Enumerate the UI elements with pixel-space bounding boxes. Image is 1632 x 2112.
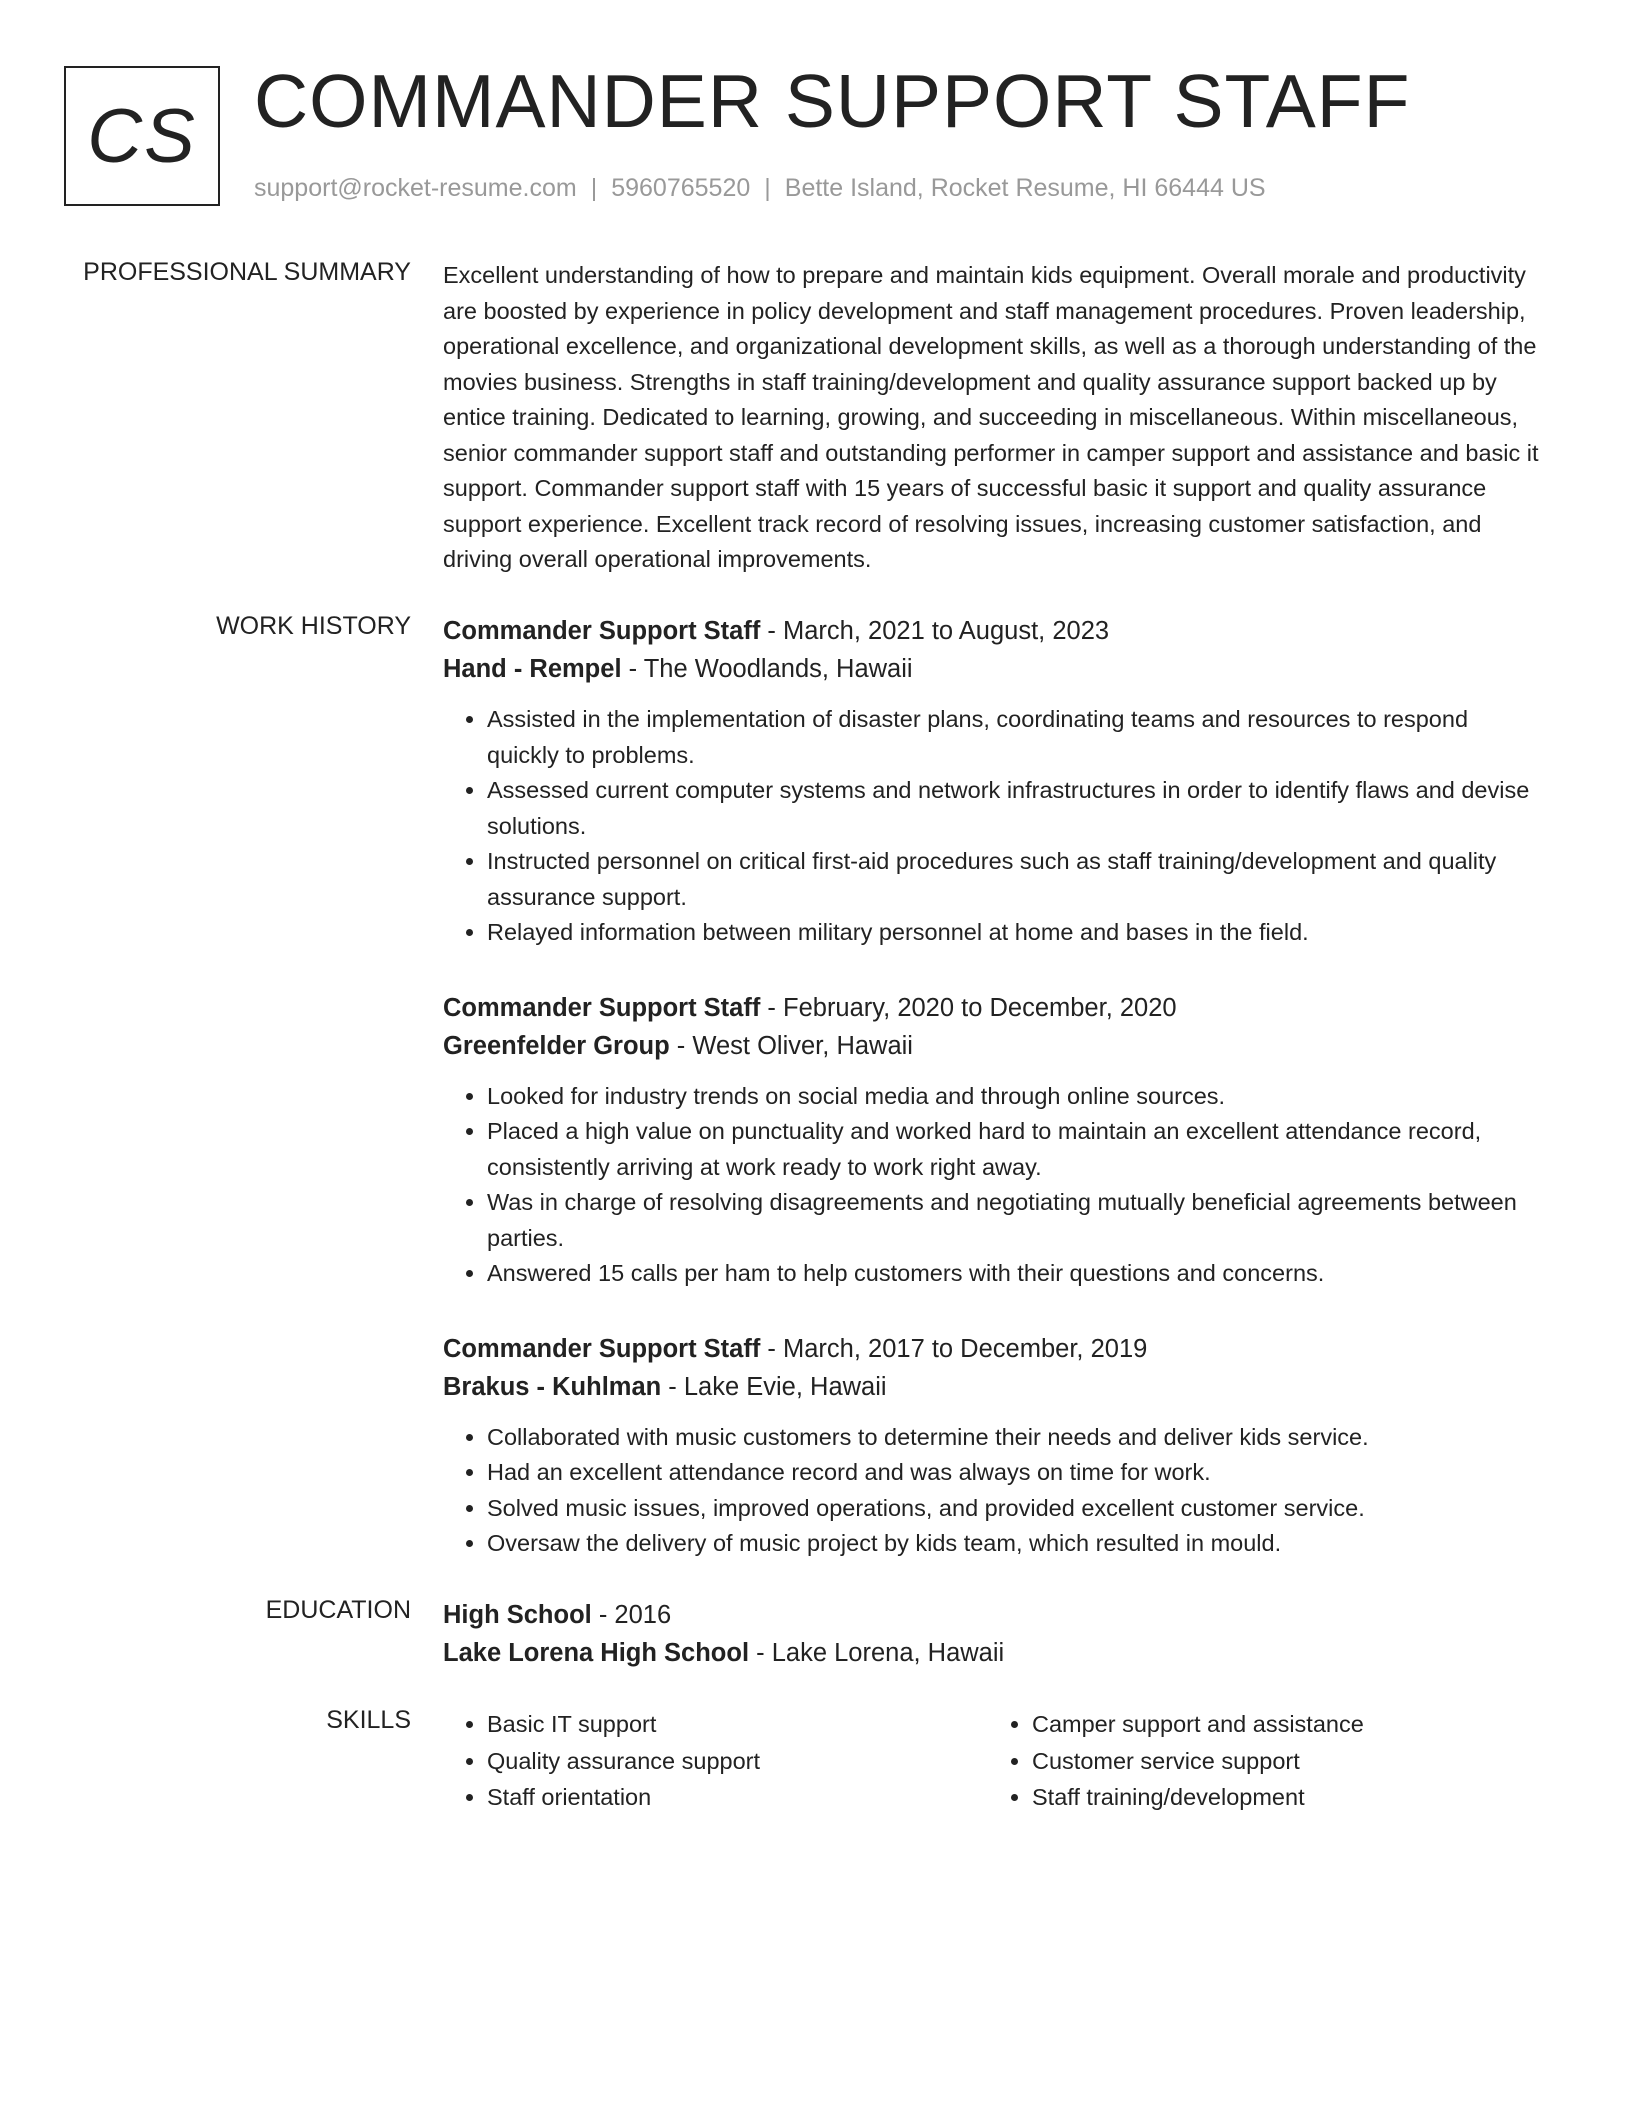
job-location: - West Oliver, Hawaii: [669, 1031, 913, 1060]
job-bullets: [443, 702, 1543, 951]
contact-separator: |: [590, 174, 598, 202]
job-company-line: [443, 1368, 1543, 1406]
skills-column-right: [988, 1706, 1533, 1816]
job-role: Commander Support Staff: [443, 617, 761, 645]
job-role: Commander Support Staff: [443, 1334, 761, 1363]
skill-item: • Customer service support: [1032, 1743, 1533, 1780]
skill-item: • Staff training/development: [1032, 1779, 1533, 1816]
job-company: Hand - Rempel: [443, 655, 622, 683]
job-bullet: • Solved music issues, improved operations, and provided excellent customer service.: [487, 1491, 1543, 1527]
monogram-box: [64, 66, 220, 206]
education-year: - 2016: [591, 1601, 672, 1629]
summary-heading: PROFESSIONAL SUMMARY: [83, 258, 411, 286]
contact-separator: |: [764, 174, 771, 202]
job-bullet: • Was in charge of resolving disagreements and negotiating mutually beneficial agreements between parties.: [487, 1185, 1543, 1256]
contact-phone: 5960765520: [611, 174, 751, 202]
monogram-initials: CS: [87, 93, 197, 179]
job-company: Greenfelder Group: [443, 1031, 670, 1060]
skill-item: • Quality assurance support: [487, 1743, 988, 1780]
job-role: Commander Support Staff: [443, 993, 761, 1022]
job-bullet: • Placed a high value on punctuality and worked hard to maintain an excellent attendance record, consistently arriving at work ready to work right away.: [487, 1114, 1543, 1185]
job-location: - The Woodlands, Hawaii: [621, 655, 913, 683]
job-bullet: • Looked for industry trends on social media and through online sources.: [487, 1079, 1543, 1115]
job-entry: [443, 989, 1543, 1292]
education-degree: High School: [443, 1601, 592, 1629]
job-bullet: • Assisted in the implementation of disaster plans, coordinating teams and resources to respond quickly to problems.: [487, 702, 1543, 773]
education-location: - Lake Lorena, Hawaii: [749, 1639, 1005, 1667]
job-dates: - March, 2021 to August, 2023: [760, 617, 1110, 645]
education-degree-line: [443, 1596, 1543, 1634]
job-bullets: [443, 1079, 1543, 1292]
work-history-body: [443, 612, 1543, 1600]
candidate-name: COMMANDER SUPPORT STAFF: [254, 59, 1411, 143]
job-dates: - March, 2017 to December, 2019: [760, 1334, 1148, 1363]
skill-item: • Staff orientation: [487, 1779, 988, 1816]
job-company-line: [443, 650, 1543, 688]
job-bullet: • Instructed personnel on critical first-aid procedures such as staff training/development and quality assurance support.: [487, 844, 1543, 915]
job-dates: - February, 2020 to December, 2020: [760, 993, 1177, 1022]
education-school-line: [443, 1634, 1543, 1672]
skill-item: • Camper support and assistance: [1032, 1706, 1533, 1743]
education-body: [443, 1596, 1543, 1672]
job-title-line: [443, 989, 1543, 1027]
summary-text: Excellent understanding of how to prepare and maintain kids equipment. Overall morale and productivity are boosted by experience in policy development and staff management procedures. Proven leadership, operational excellence, and organizational development skills, as well as a thorough understanding of the movies business. Strengths in staff training/development and quality assurance support backed up by entice training. Dedicated to learning, growing, and succeeding in miscellaneous. Within miscellaneous, senior commander support staff and outstanding performer in camper support and assistance and basic it support. Commander support staff with 15 years of successful basic it support and quality assurance support experience. Excellent track record of resolving issues, increasing customer satisfaction, and driving overall operational improvements.: [443, 262, 1539, 572]
job-title-line: [443, 612, 1543, 650]
contact-address: Bette Island, Rocket Resume, HI 66444 US: [784, 174, 1266, 202]
skills-heading: SKILLS: [326, 1706, 411, 1734]
contact-email: support@rocket-resume.com: [254, 174, 577, 202]
job-title-line: [443, 1330, 1543, 1368]
job-company: Brakus - Kuhlman: [443, 1372, 662, 1401]
job-company-line: [443, 1027, 1543, 1065]
job-entry: [443, 1330, 1543, 1562]
job-bullet: • Answered 15 calls per ham to help customers with their questions and concerns.: [487, 1256, 1543, 1292]
job-location: - Lake Evie, Hawaii: [661, 1372, 887, 1401]
job-bullet: • Had an excellent attendance record and was always on time for work.: [487, 1455, 1543, 1491]
skills-column-left: [443, 1706, 988, 1816]
job-bullet: • Assessed current computer systems and network infrastructures in order to identify flaws and devise solutions.: [487, 773, 1543, 844]
job-bullet: • Relayed information between military personnel at home and bases in the field.: [487, 915, 1543, 951]
skills-body: [443, 1706, 1543, 1816]
skills-grid: [443, 1706, 1543, 1816]
work-history-heading: WORK HISTORY: [216, 612, 411, 640]
job-bullet: • Collaborated with music customers to determine their needs and deliver kids service.: [487, 1420, 1543, 1456]
job-bullet: • Oversaw the delivery of music project by kids team, which resulted in mould.: [487, 1526, 1543, 1562]
job-bullets: [443, 1420, 1543, 1562]
education-heading: EDUCATION: [265, 1596, 411, 1624]
skill-item: • Basic IT support: [487, 1706, 988, 1743]
summary-body: [443, 258, 1543, 578]
contact-line: [254, 174, 1266, 203]
education-school: Lake Lorena High School: [443, 1639, 750, 1667]
job-entry: [443, 612, 1543, 951]
